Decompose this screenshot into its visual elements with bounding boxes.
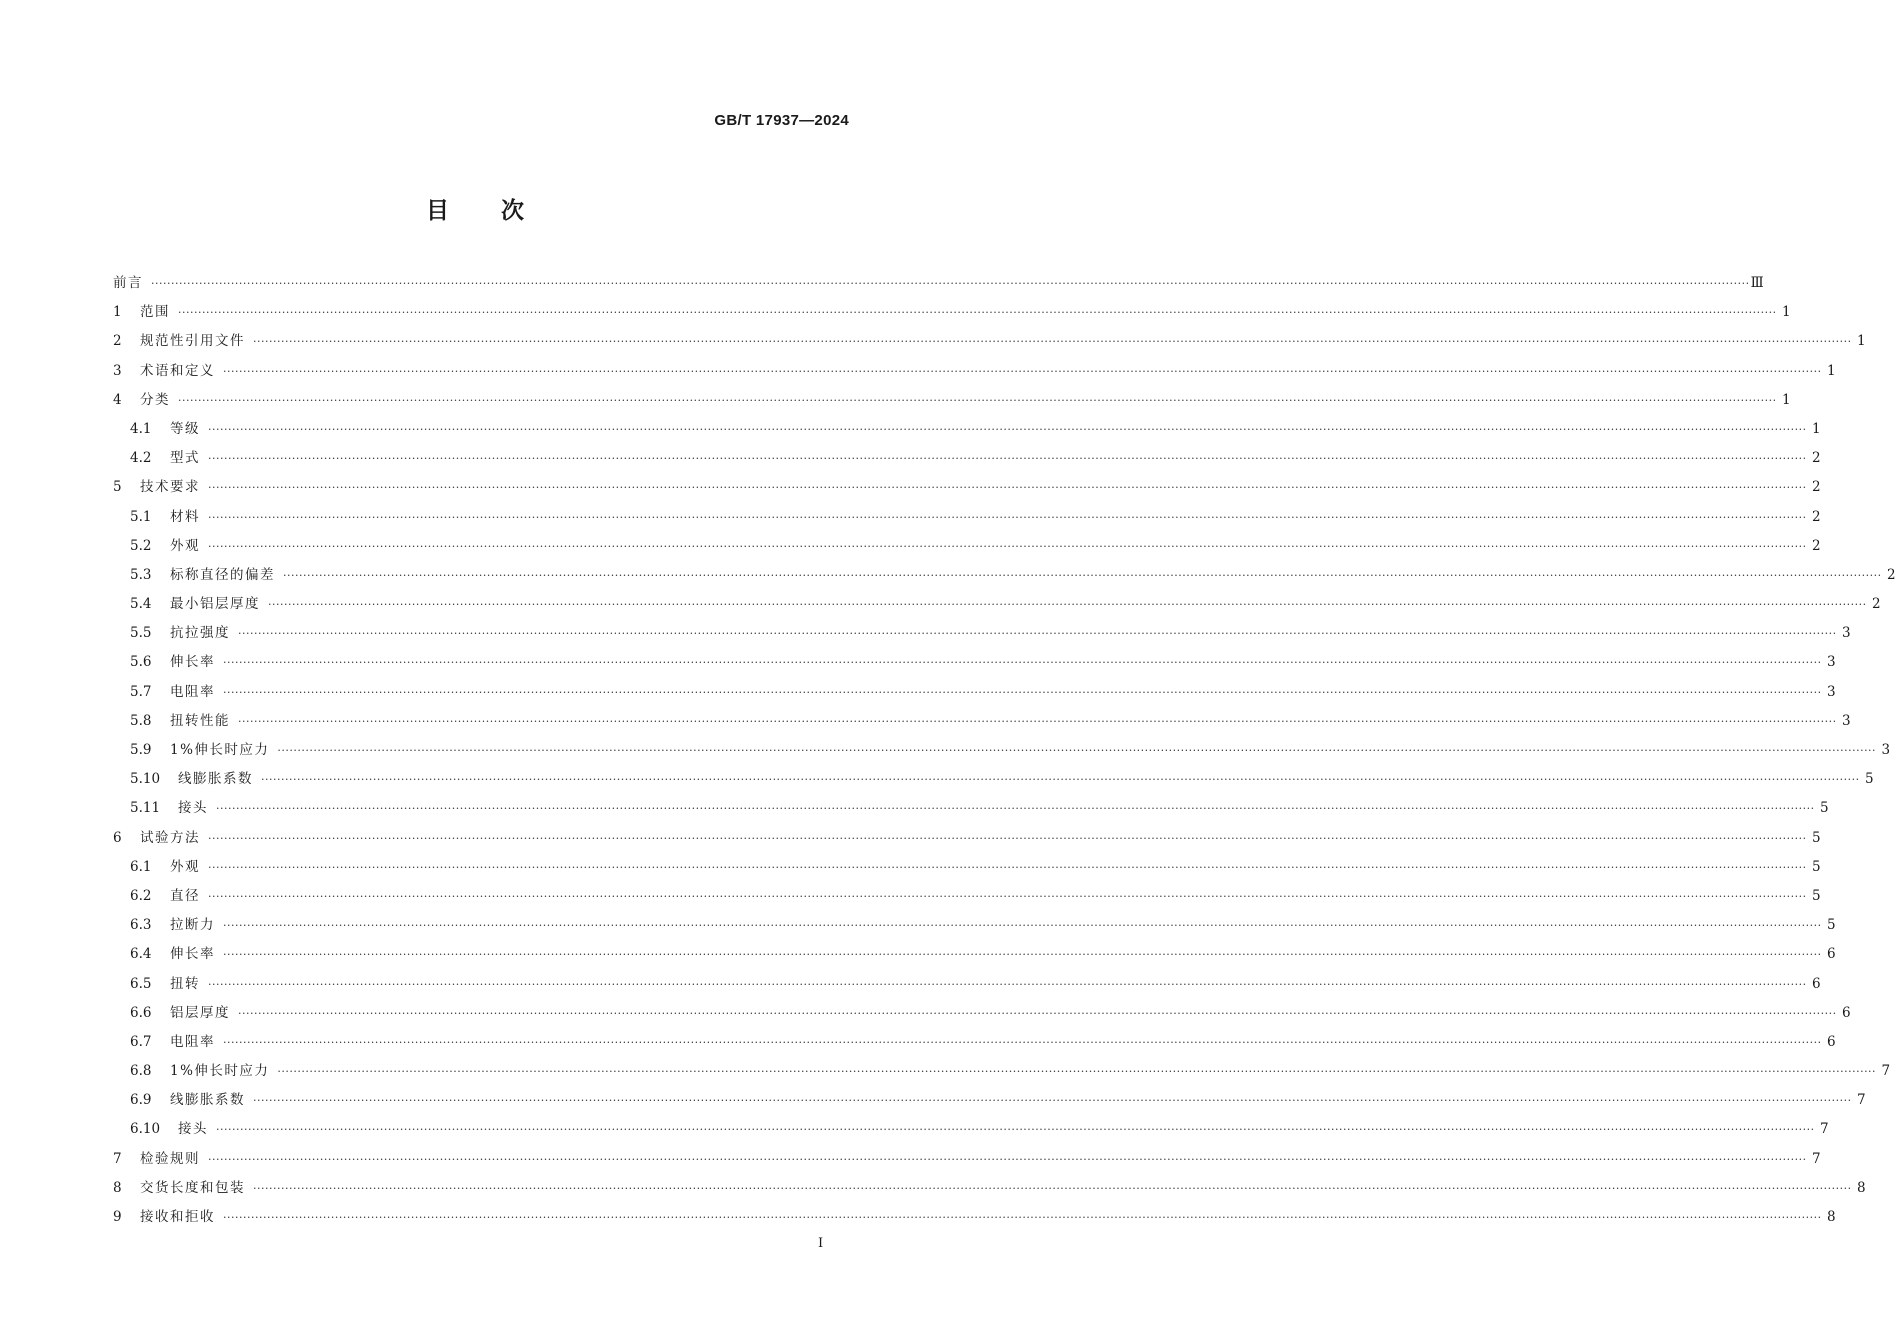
toc-entry-page: 3 bbox=[1842, 625, 1851, 642]
toc-entry-label: 接收和拒收 bbox=[140, 1209, 215, 1225]
toc-entry-number: 6.8 bbox=[130, 1063, 152, 1080]
toc-entry-label: 外观 bbox=[170, 858, 200, 875]
toc-entry-number: 5.10 bbox=[130, 771, 161, 788]
toc-entry[interactable] bbox=[113, 882, 1821, 911]
toc-dot-leader: ················································································································································································································································································································································································································ bbox=[261, 773, 1860, 787]
toc-entry[interactable] bbox=[113, 386, 1791, 415]
toc-entry[interactable] bbox=[113, 1057, 1891, 1086]
toc-entry-page: 3 bbox=[1881, 742, 1891, 758]
toc-entry[interactable] bbox=[113, 619, 1851, 648]
toc-dot-leader: ················································································································································································································································································································································································································ bbox=[208, 481, 1807, 495]
toc-entry-number: 5.8 bbox=[130, 712, 152, 729]
toc-entry-number: 5.3 bbox=[130, 566, 152, 583]
toc-entry-number: 6.10 bbox=[130, 1121, 161, 1138]
table-of-contents bbox=[113, 269, 1896, 1232]
toc-entry-number: 6.2 bbox=[130, 887, 152, 904]
toc-entry-page: 3 bbox=[1827, 654, 1836, 671]
toc-entry-number: 6.5 bbox=[130, 975, 152, 992]
toc-entry-label: 交货长度和包装 bbox=[140, 1179, 245, 1196]
toc-dot-leader: ················································································································································································································································································································································································································ bbox=[208, 452, 1807, 466]
toc-dot-leader: ················································································································································································································································································································································································································ bbox=[277, 744, 1877, 757]
toc-entry-number: 4 bbox=[113, 391, 122, 408]
toc-entry-label: 试验方法 bbox=[140, 829, 200, 846]
toc-entry[interactable] bbox=[113, 736, 1891, 765]
toc-entry-number: 3 bbox=[113, 362, 122, 379]
toc-entry-number: 5.11 bbox=[130, 800, 161, 817]
toc-entry[interactable] bbox=[113, 648, 1836, 677]
toc-entry-page: 6 bbox=[1842, 1004, 1851, 1021]
toc-entry-label: 电阻率 bbox=[170, 683, 215, 700]
toc-entry[interactable] bbox=[113, 357, 1836, 386]
toc-entry[interactable] bbox=[113, 1028, 1836, 1057]
toc-entry[interactable] bbox=[113, 503, 1821, 532]
toc-dot-leader: ················································································································································································································································································································································································································ bbox=[208, 860, 1807, 874]
toc-entry-label: 扭转性能 bbox=[170, 712, 230, 729]
toc-dot-leader: ················································································································································································································································································································································································································ bbox=[151, 277, 1750, 290]
toc-entry-page: 7 bbox=[1820, 1121, 1829, 1138]
toc-entry-page: 8 bbox=[1857, 1179, 1866, 1196]
standard-number: GB/T 17937—2024 bbox=[714, 112, 849, 129]
toc-entry[interactable] bbox=[113, 794, 1829, 823]
toc-dot-leader: ················································································································································································································································································································································································································ bbox=[283, 568, 1882, 582]
toc-dot-leader: ················································································································································································································································································································································································································ bbox=[253, 335, 1852, 349]
toc-entry-number: 6.6 bbox=[130, 1004, 152, 1021]
toc-dot-leader: ················································································································································································································································································································································································································ bbox=[208, 977, 1807, 991]
toc-dot-leader: ················································································································································································································································································································································································································ bbox=[208, 1152, 1807, 1166]
toc-entry-number: 4.1 bbox=[130, 420, 152, 437]
toc-entry-number: 5 bbox=[113, 479, 122, 496]
toc-dot-leader: ················································································································································································································································································································································································································ bbox=[223, 1211, 1822, 1224]
toc-entry-page: 5 bbox=[1812, 858, 1821, 875]
toc-entry-label: 技术要求 bbox=[140, 479, 200, 496]
toc-entry-label: 1%伸长时应力 bbox=[170, 742, 270, 758]
toc-entry-page: 6 bbox=[1827, 1033, 1836, 1050]
toc-entry-page: 5 bbox=[1812, 887, 1821, 904]
toc-entry-label: 拉断力 bbox=[170, 917, 215, 934]
toc-dot-leader: ················································································································································································································································································································································································································ bbox=[216, 1123, 1815, 1137]
toc-entry-number: 5.6 bbox=[130, 654, 152, 671]
toc-dot-leader: ················································································································································································································································································································································································································ bbox=[216, 802, 1815, 816]
toc-dot-leader: ················································································································································································································································································································································································································ bbox=[208, 539, 1807, 553]
toc-entry[interactable] bbox=[113, 298, 1791, 327]
toc-entry-label: 外观 bbox=[170, 537, 200, 554]
toc-entry[interactable] bbox=[113, 1145, 1821, 1174]
toc-entry-label: 等级 bbox=[170, 420, 200, 437]
toc-entry-page: 2 bbox=[1812, 537, 1821, 554]
toc-entry-label: 分类 bbox=[140, 391, 170, 408]
toc-entry-label: 接头 bbox=[178, 1121, 208, 1138]
toc-dot-leader: ················································································································································································································································································································································································································ bbox=[238, 1006, 1837, 1020]
toc-dot-leader: ················································································································································································································································································································································································································ bbox=[223, 1035, 1822, 1049]
toc-dot-leader: ················································································································································································································································································································································································································ bbox=[223, 919, 1822, 933]
toc-entry-label: 1%伸长时应力 bbox=[170, 1063, 270, 1080]
toc-entry-label: 线膨胀系数 bbox=[170, 1092, 245, 1109]
toc-entry-number: 5.7 bbox=[130, 683, 152, 700]
toc-entry-page: 6 bbox=[1812, 975, 1821, 992]
toc-entry-page: 1 bbox=[1827, 362, 1836, 379]
toc-entry-number: 6.9 bbox=[130, 1092, 152, 1109]
toc-entry-number: 7 bbox=[113, 1150, 122, 1167]
toc-dot-leader: ················································································································································································································································································································································································································ bbox=[208, 831, 1807, 845]
toc-entry[interactable] bbox=[113, 707, 1851, 736]
toc-entry[interactable] bbox=[113, 415, 1821, 444]
toc-entry-number: 6 bbox=[113, 829, 122, 846]
toc-dot-leader: ················································································································································································································································································································································································································ bbox=[238, 714, 1837, 728]
toc-dot-leader: ················································································································································································································································································································································································································ bbox=[223, 948, 1822, 962]
toc-entry-page: 3 bbox=[1827, 683, 1836, 700]
toc-entry-number: 6.4 bbox=[130, 946, 152, 963]
toc-entry[interactable] bbox=[113, 1115, 1829, 1144]
toc-entry-page: 1 bbox=[1812, 420, 1821, 437]
toc-entry-label: 扭转 bbox=[170, 975, 200, 992]
toc-dot-leader: ················································································································································································································································································································································································································ bbox=[178, 393, 1777, 407]
toc-entry-label: 标称直径的偏差 bbox=[170, 566, 275, 583]
toc-entry-label: 检验规则 bbox=[140, 1150, 200, 1167]
toc-entry-page: 5 bbox=[1865, 771, 1874, 788]
toc-entry-label: 伸长率 bbox=[170, 946, 215, 963]
toc-entry-label: 伸长率 bbox=[170, 654, 215, 671]
toc-entry-number: 1 bbox=[113, 304, 122, 321]
page-title: 目 次 bbox=[425, 198, 524, 224]
toc-entry-page: 1 bbox=[1857, 333, 1866, 350]
toc-entry-number: 5.1 bbox=[130, 508, 152, 525]
toc-entry-label: 范围 bbox=[140, 304, 170, 321]
toc-entry-page: 2 bbox=[1887, 566, 1896, 583]
toc-entry-label: 接头 bbox=[178, 800, 208, 817]
toc-entry-label: 规范性引用文件 bbox=[140, 333, 245, 350]
toc-entry-label: 抗拉强度 bbox=[170, 625, 230, 642]
toc-entry[interactable] bbox=[113, 444, 1821, 473]
toc-entry-label: 型式 bbox=[170, 450, 200, 467]
toc-entry-page: 2 bbox=[1872, 596, 1881, 613]
toc-entry-number: 4.2 bbox=[130, 450, 152, 467]
toc-dot-leader: ················································································································································································································································································································································································································ bbox=[253, 1094, 1852, 1108]
toc-entry-page: 7 bbox=[1812, 1150, 1821, 1167]
toc-dot-leader: ················································································································································································································································································································································································································ bbox=[223, 656, 1822, 670]
toc-entry[interactable] bbox=[113, 561, 1896, 590]
toc-entry-page: 5 bbox=[1812, 829, 1821, 846]
toc-entry[interactable] bbox=[113, 970, 1821, 999]
toc-entry[interactable] bbox=[113, 824, 1821, 853]
toc-entry-number: 5.9 bbox=[130, 742, 152, 758]
toc-dot-leader: ················································································································································································································································································································································································································ bbox=[208, 510, 1807, 524]
toc-entry[interactable] bbox=[113, 1086, 1866, 1115]
toc-dot-leader: ················································································································································································································································································································································································································ bbox=[223, 685, 1822, 699]
toc-entry-number: 6.1 bbox=[130, 858, 152, 875]
toc-entry-page: 2 bbox=[1812, 450, 1821, 467]
toc-entry-page: 3 bbox=[1842, 712, 1851, 729]
toc-entry-page: 7 bbox=[1881, 1063, 1891, 1080]
toc-entry-label: 线膨胀系数 bbox=[178, 771, 253, 788]
toc-entry-number: 9 bbox=[113, 1209, 122, 1225]
toc-entry-page: 5 bbox=[1827, 917, 1836, 934]
toc-entry-label: 术语和定义 bbox=[140, 362, 215, 379]
toc-entry[interactable] bbox=[113, 269, 1764, 298]
toc-entry-page: Ⅲ bbox=[1750, 275, 1764, 291]
toc-entry-label: 前言 bbox=[113, 275, 143, 291]
toc-entry[interactable] bbox=[113, 473, 1821, 502]
toc-entry-page: 2 bbox=[1812, 508, 1821, 525]
toc-dot-leader: ················································································································································································································································································································································································································ bbox=[253, 1181, 1852, 1195]
toc-dot-leader: ················································································································································································································································································································································································································ bbox=[223, 364, 1822, 378]
toc-entry[interactable] bbox=[113, 678, 1836, 707]
toc-entry-page: 7 bbox=[1857, 1092, 1866, 1109]
toc-entry[interactable] bbox=[113, 532, 1821, 561]
toc-entry[interactable] bbox=[113, 1174, 1866, 1203]
toc-entry-number: 5.2 bbox=[130, 537, 152, 554]
toc-entry[interactable] bbox=[113, 327, 1866, 356]
toc-entry[interactable] bbox=[113, 590, 1881, 619]
toc-entry-number: 8 bbox=[113, 1179, 122, 1196]
toc-entry[interactable] bbox=[113, 911, 1836, 940]
toc-dot-leader: ················································································································································································································································································································································································································ bbox=[268, 598, 1867, 612]
toc-entry[interactable] bbox=[113, 765, 1874, 794]
toc-entry-label: 铝层厚度 bbox=[170, 1004, 230, 1021]
toc-entry-page: 6 bbox=[1827, 946, 1836, 963]
toc-dot-leader: ················································································································································································································································································································································································································ bbox=[208, 422, 1807, 436]
toc-entry[interactable] bbox=[113, 853, 1821, 882]
toc-entry-page: 8 bbox=[1827, 1209, 1836, 1225]
page-number: I bbox=[818, 1236, 824, 1251]
toc-entry-label: 直径 bbox=[170, 887, 200, 904]
toc-entry-number: 2 bbox=[113, 333, 122, 350]
toc-entry-number: 5.4 bbox=[130, 596, 152, 613]
toc-entry-page: 5 bbox=[1820, 800, 1829, 817]
toc-entry-number: 5.5 bbox=[130, 625, 152, 642]
toc-entry[interactable] bbox=[113, 940, 1836, 969]
toc-entry-label: 材料 bbox=[170, 508, 200, 525]
toc-entry-number: 6.3 bbox=[130, 917, 152, 934]
toc-dot-leader: ················································································································································································································································································································································································································ bbox=[208, 889, 1807, 903]
toc-dot-leader: ················································································································································································································································································································································································································ bbox=[238, 627, 1837, 641]
toc-dot-leader: ················································································································································································································································································································································································································ bbox=[277, 1065, 1877, 1079]
toc-entry-number: 6.7 bbox=[130, 1033, 152, 1050]
toc-entry-page: 1 bbox=[1782, 304, 1791, 321]
toc-entry-page: 2 bbox=[1812, 479, 1821, 496]
toc-entry-label: 电阻率 bbox=[170, 1033, 215, 1050]
toc-entry[interactable] bbox=[113, 1203, 1836, 1232]
toc-entry-label: 最小铝层厚度 bbox=[170, 596, 260, 613]
toc-entry-page: 1 bbox=[1782, 391, 1791, 408]
toc-dot-leader: ················································································································································································································································································································································································································ bbox=[178, 306, 1777, 320]
toc-entry[interactable] bbox=[113, 999, 1851, 1028]
